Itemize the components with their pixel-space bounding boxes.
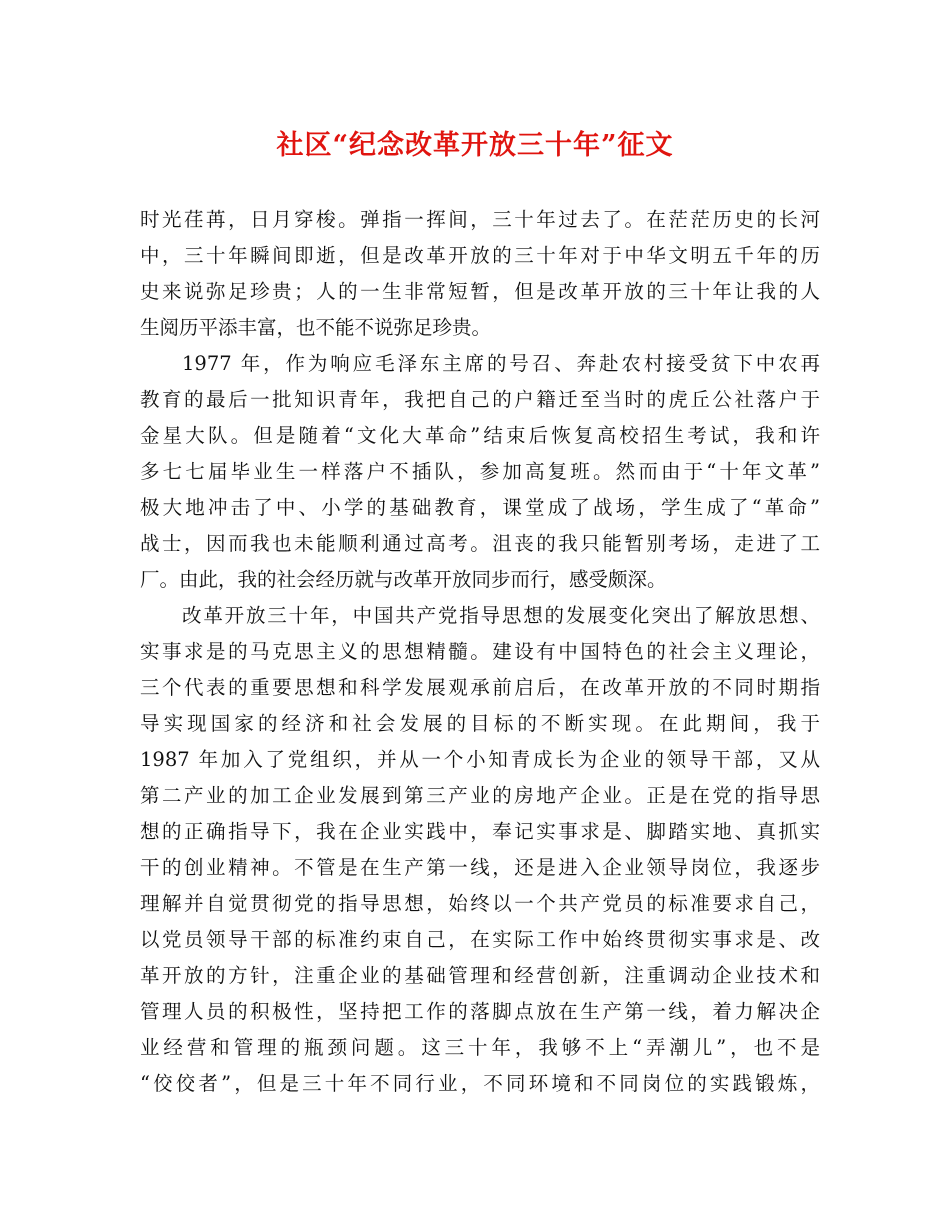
text-line: 中，三十年瞬间即逝，但是改革开放的三十年对于中华文明五千年的历 [140, 244, 820, 267]
text-line: 理解并自觉贯彻党的指导思想，始终以一个共产党员的标准要求自己， [140, 892, 820, 915]
text-line: 1977 年，作为响应毛泽东主席的号召、奔赴农村接受贫下中农再 [182, 352, 820, 375]
text-line: 实事求是的马克思主义的思想精髓。建设有中国特色的社会主义理论， [140, 640, 820, 663]
body-text [140, 202, 820, 1102]
text-line: 第二产业的加工企业发展到第三产业的房地产企业。正是在党的指导思 [140, 784, 820, 807]
page-title: 社区“纪念改革开放三十年”征文 [276, 130, 674, 161]
text-line: 以党员领导干部的标准约束自己，在实际工作中始终贯彻实事求是、改 [140, 928, 820, 951]
text-line: 想的正确指导下，我在企业实践中，奉记实事求是、脚踏实地、真抓实 [140, 820, 820, 843]
text-line: 改革开放三十年，中国共产党指导思想的发展变化突出了解放思想、 [182, 604, 820, 627]
text-line: 1987 年加入了党组织，并从一个小知青成长为企业的领导干部，又从 [140, 748, 820, 771]
text-line: 多七七届毕业生一样落户不插队，参加高复班。然而由于“十年文革” [140, 460, 820, 483]
text-line: 厂。由此，我的社会经历就与改革开放同步而行，感受颇深。 [140, 568, 667, 591]
text-line: 生阅历平添丰富，也不能不说弥足珍贵。 [140, 316, 492, 339]
text-line: 导实现国家的经济和社会发展的目标的不断实现。在此期间，我于 [140, 712, 820, 735]
text-line: 教育的最后一批知识青年，我把自己的户籍迁至当时的虎丘公社落户于 [140, 388, 820, 411]
text-line: “佼佼者”，但是三十年不同行业，不同环境和不同岗位的实践锻炼， [140, 1072, 820, 1095]
text-line: 时光荏苒，日月穿梭。弹指一挥间，三十年过去了。在茫茫历史的长河 [140, 208, 820, 231]
text-line: 业经营和管理的瓶颈问题。这三十年，我够不上“弄潮儿”，也不是 [140, 1036, 820, 1059]
text-line: 干的创业精神。不管是在生产第一线，还是进入企业领导岗位，我逐步 [140, 856, 820, 879]
text-line: 战士，因而我也未能顺利通过高考。沮丧的我只能暂别考场，走进了工 [140, 532, 820, 555]
text-line: 三个代表的重要思想和科学发展观承前启后，在改革开放的不同时期指 [140, 676, 820, 699]
text-line: 史来说弥足珍贵；人的一生非常短暂，但是改革开放的三十年让我的人 [140, 280, 820, 303]
text-line: 革开放的方针，注重企业的基础管理和经营创新，注重调动企业技术和 [140, 964, 820, 987]
text-line: 管理人员的积极性，坚持把工作的落脚点放在生产第一线，着力解决企 [140, 1000, 820, 1023]
text-line: 极大地冲击了中、小学的基础教育，课堂成了战场，学生成了“革命” [140, 496, 820, 519]
text-line: 金星大队。但是随着“文化大革命”结束后恢复高校招生考试，我和许 [140, 424, 820, 447]
